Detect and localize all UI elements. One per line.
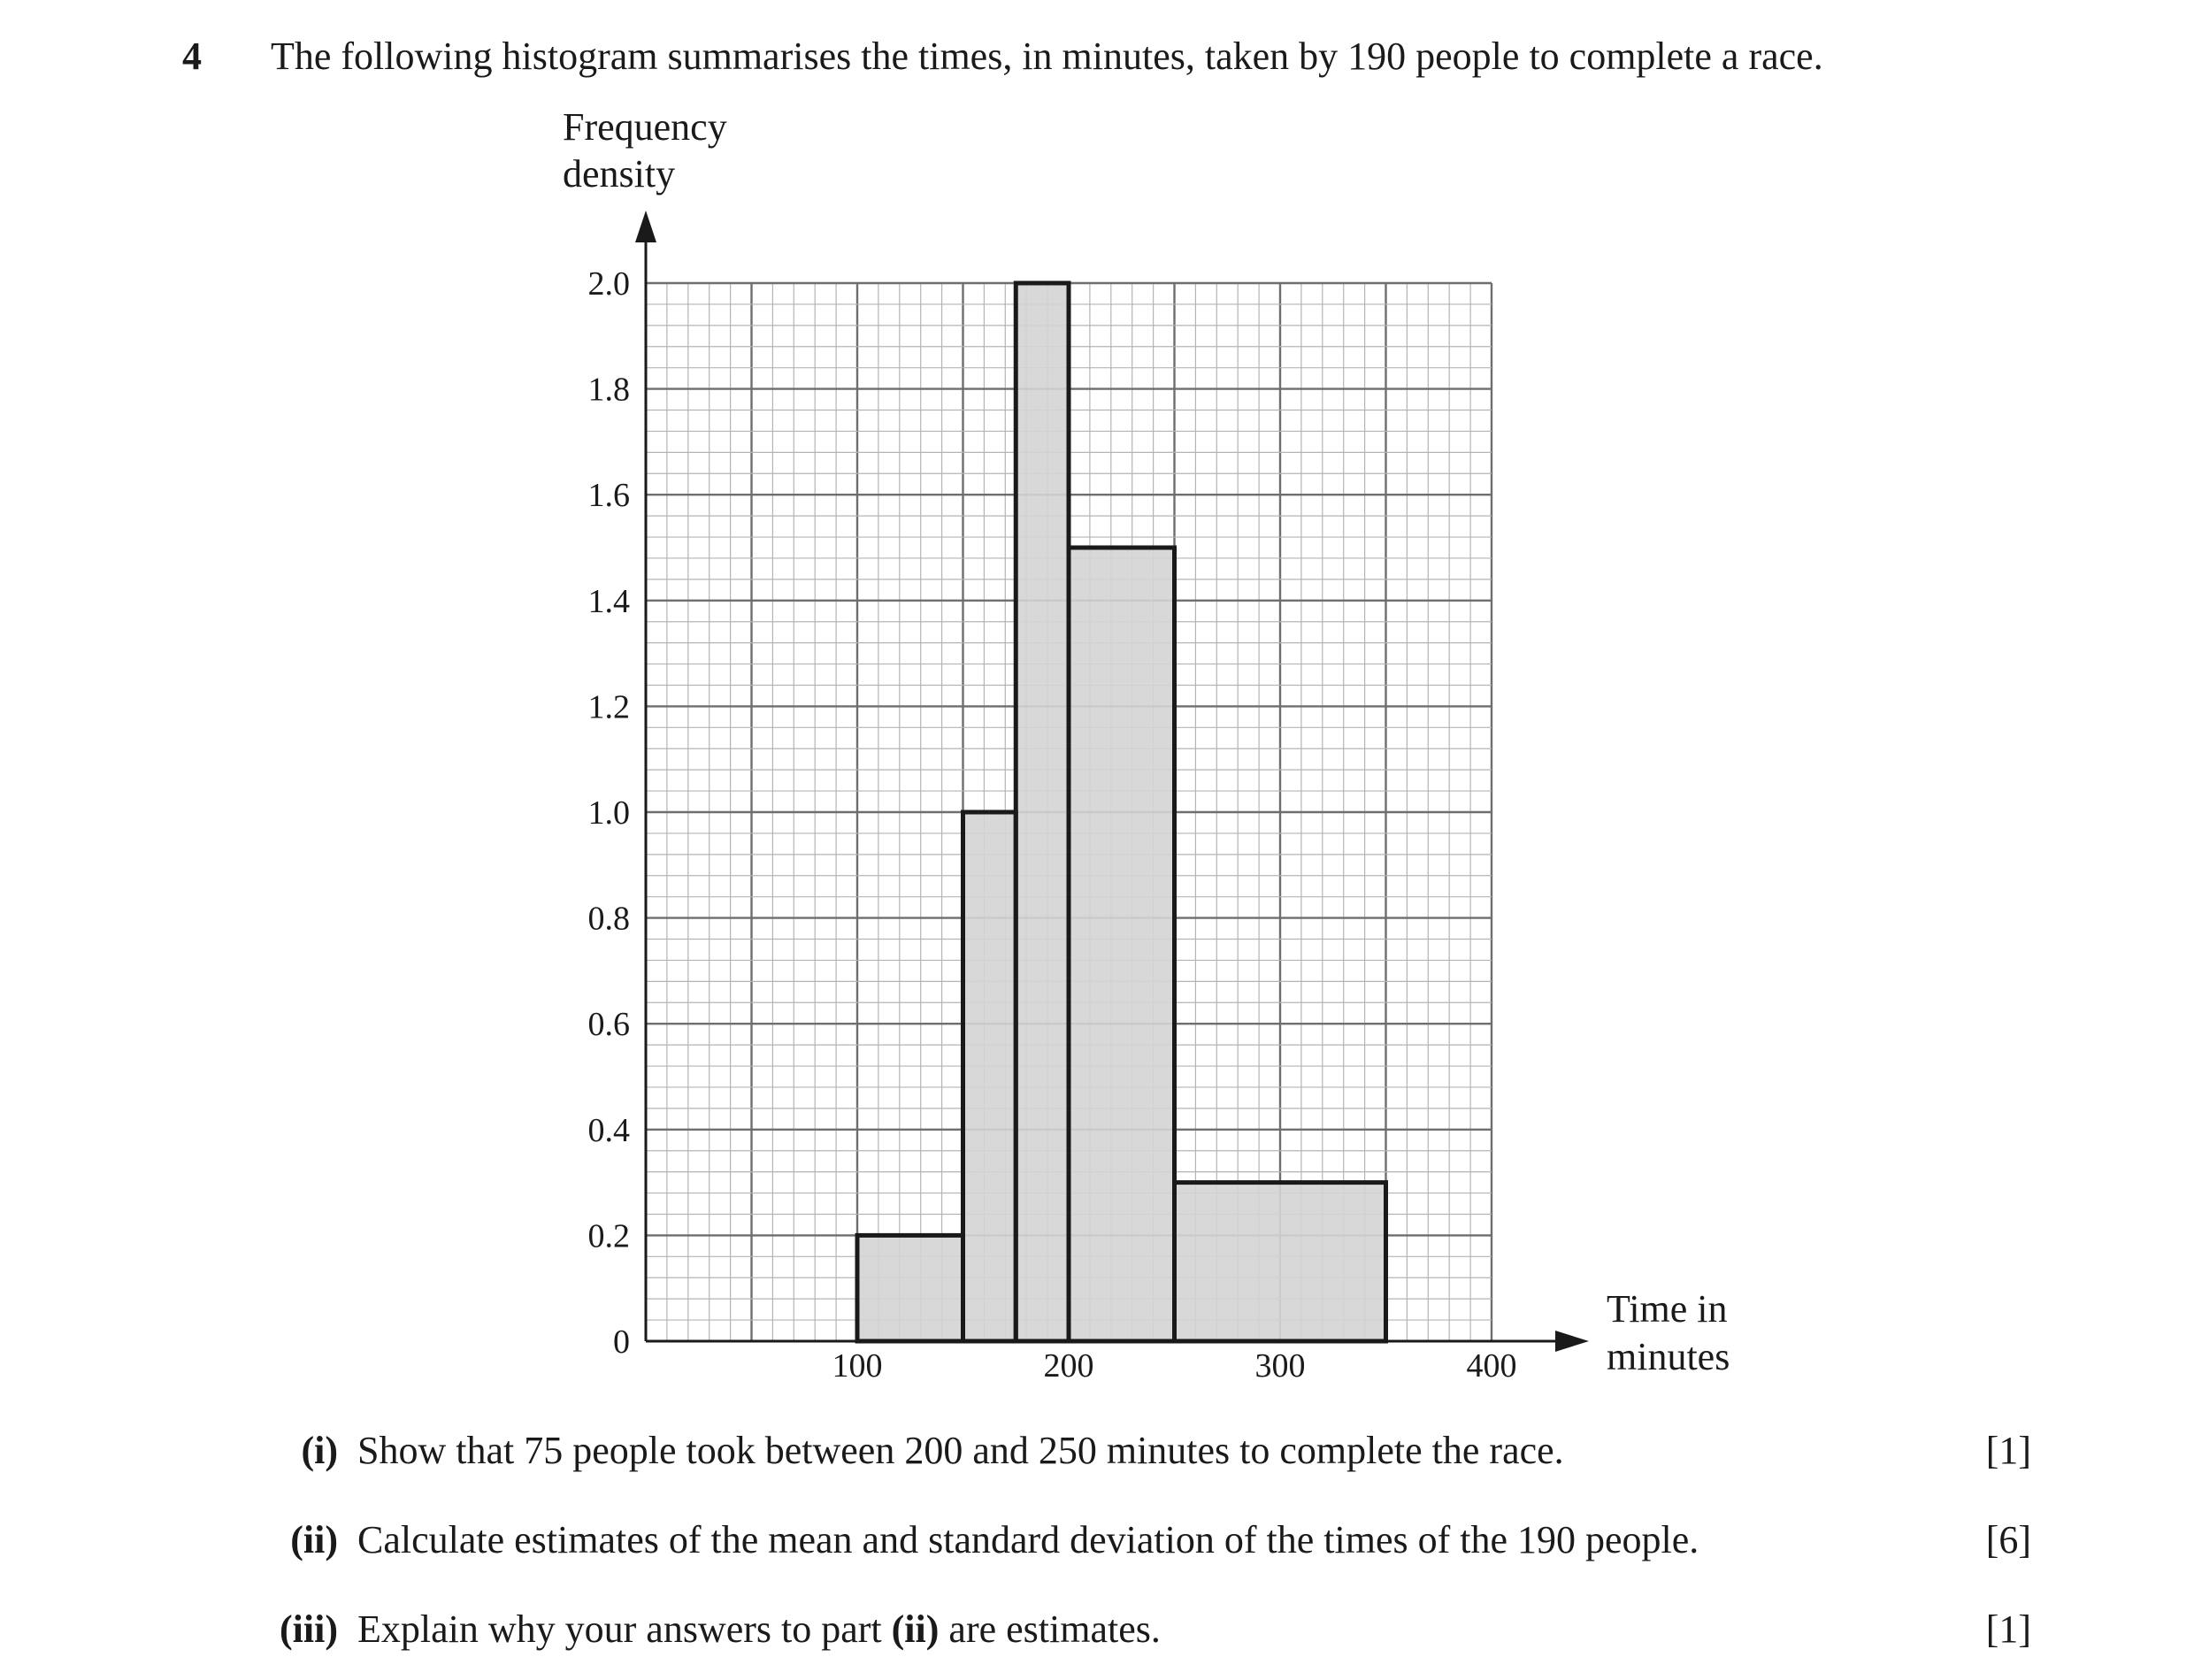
y-axis-title-line2: density: [563, 152, 676, 196]
part-iii-text-after: are estimates.: [939, 1607, 1161, 1651]
histogram-bar: [857, 1235, 963, 1341]
y-tick-label: 2.0: [587, 265, 630, 303]
x-axis-title-line2: minutes: [1607, 1335, 1730, 1378]
part-iii-text: [357, 1607, 1161, 1652]
y-axis-arrow: [635, 211, 656, 242]
y-tick-label: 1.6: [587, 477, 630, 515]
part-ii-label: (ii): [290, 1518, 338, 1561]
part-ii-text: Calculate estimates of the mean and standard deviation of the times of the 190 people.: [357, 1518, 1699, 1561]
x-axis-arrow: [1555, 1331, 1589, 1352]
part-i-text: Show that 75 people took between 200 and 250 minutes to complete the race.: [357, 1429, 1564, 1472]
part-i-marks: [1]: [1985, 1429, 2031, 1472]
histogram-bar: [963, 812, 1016, 1341]
histogram-bar: [1016, 283, 1069, 1341]
y-tick-label: 0.6: [587, 1006, 630, 1044]
question-number: 4: [182, 35, 202, 78]
question-stem: The following histogram summarises the times, in minutes, taken by 190 people to complete a race.: [271, 35, 1823, 78]
part-iii-text-bold: (ii): [891, 1607, 940, 1651]
y-axis-title-line1: Frequency: [563, 105, 727, 149]
part-iii-text-before: Explain why your answers to part: [357, 1607, 892, 1651]
x-tick-label: 400: [1466, 1347, 1517, 1385]
part-i-label: (i): [301, 1429, 338, 1472]
histogram-bar: [1175, 1183, 1386, 1341]
y-tick-label: 1.8: [587, 371, 630, 409]
x-tick-label: 200: [1043, 1347, 1094, 1385]
y-tick-label: 1.2: [587, 688, 630, 726]
part-iii-label: (iii): [280, 1607, 338, 1651]
x-tick-label: 300: [1254, 1347, 1306, 1385]
part-iii-marks: [1]: [1985, 1607, 2031, 1651]
y-tick-label: 0.2: [587, 1217, 630, 1255]
y-tick-label: 0: [613, 1323, 630, 1361]
x-tick-label: 100: [832, 1347, 883, 1385]
part-ii-marks: [6]: [1985, 1518, 2031, 1561]
y-tick-label: 0.8: [587, 900, 630, 938]
y-tick-label: 0.4: [587, 1111, 630, 1149]
x-axis-title-line1: Time in: [1607, 1287, 1728, 1331]
y-tick-label: 1.4: [587, 582, 630, 620]
y-tick-label: 1.0: [587, 794, 630, 832]
histogram-bar: [1069, 548, 1175, 1341]
